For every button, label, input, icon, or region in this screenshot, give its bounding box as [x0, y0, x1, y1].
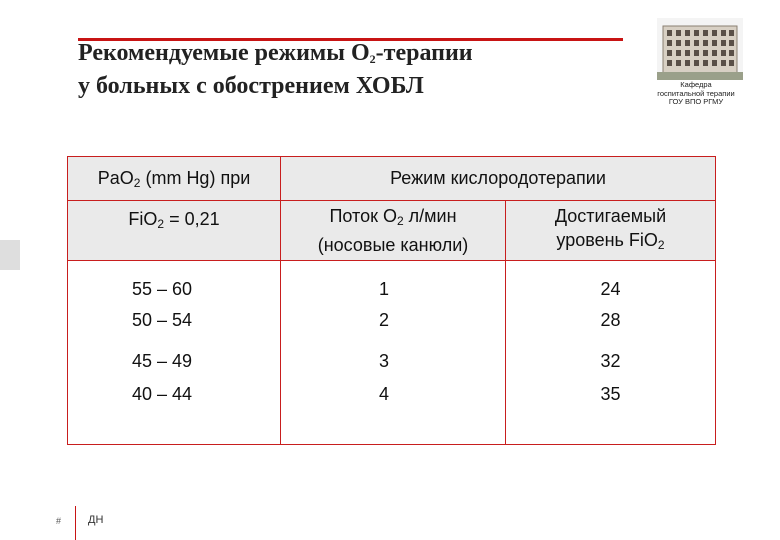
header-o2-flow: Поток $О_2$ л/мин (носовые канюли) [281, 201, 506, 261]
flow-cell: 2 [281, 301, 506, 341]
logo-caption [640, 81, 752, 107]
header-pao2-line1: PaO$_2$ (mm Hg) при [68, 157, 281, 201]
logo-caption-line-3: ГОУ ВПО РГМУ [668, 97, 724, 106]
pao2-cell: 45 – 49 [68, 341, 281, 382]
header-fio2-achieved: Достигаемый уровень FiO$_2$ [506, 201, 716, 261]
logo-caption-line-1: Кафедра [680, 80, 712, 89]
university-building-logo [657, 18, 743, 80]
flow-cell: 1 [281, 261, 506, 301]
header-therapy-mode: Режим кислородотерапии [281, 157, 716, 201]
table-row [68, 382, 716, 445]
title-line-1: Рекомендуемые режимы $О_2$-терапии [78, 40, 473, 66]
title-line-2: у больных с обострением ХОБЛ [78, 73, 424, 99]
fio2-cell: 35 [506, 382, 716, 445]
fio2-cell: 28 [506, 301, 716, 341]
table-row [68, 261, 716, 301]
slide-title [78, 40, 473, 100]
pao2-cell: 55 – 60 [68, 261, 281, 301]
side-tab [0, 240, 20, 270]
fio2-cell: 32 [506, 341, 716, 382]
footer-divider [75, 506, 76, 540]
table-row [68, 341, 716, 382]
logo-caption-line-2: госпитальной терапии [657, 88, 735, 98]
footer-label: ДН [88, 514, 104, 526]
slide-number: # [56, 516, 62, 526]
fio2-cell: 24 [506, 261, 716, 301]
table-row [68, 301, 716, 341]
pao2-cell: 50 – 54 [68, 301, 281, 341]
pao2-cell: 40 – 44 [68, 382, 281, 445]
oxygen-therapy-table [67, 156, 716, 445]
flow-cell: 3 [281, 341, 506, 382]
flow-cell: 4 [281, 382, 506, 445]
header-fio2-ambient: FiO$_2$ = 0,21 [68, 201, 281, 261]
